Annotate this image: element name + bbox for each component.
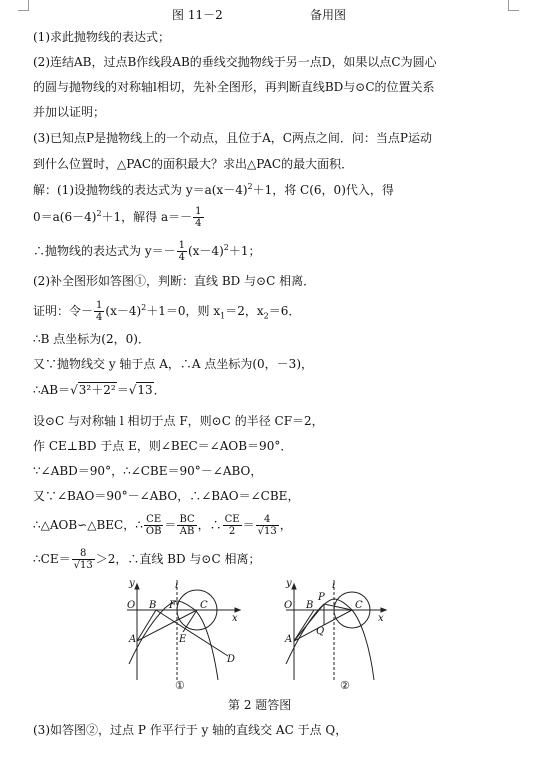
fraction-denominator: AB: [179, 526, 195, 537]
figure-caption: 图 11－2: [172, 8, 223, 22]
question-3-line-2: 到什么位置时，△PAC的面积最大？求出△PAC的最大面积．: [33, 157, 354, 171]
solution-line-11: ∵∠ABD＝90°，∴∠CBE＝90°－∠ABO，: [33, 464, 263, 478]
solution-14-text-a: ∴CE＝: [33, 552, 71, 566]
fraction-numerator: CE: [144, 514, 164, 526]
solution-8-text-b: ＝: [116, 383, 129, 397]
radical-ab: 3²＋2²: [78, 383, 116, 397]
solution-13-text-c: ，: [279, 518, 292, 532]
fraction-numerator: 1: [195, 206, 202, 217]
corner-mark-top-left: [18, 0, 29, 11]
solution-2-text-a: 0＝a(6－4): [33, 210, 97, 224]
solution-13-text-b: ，∴: [197, 518, 222, 532]
fraction-denominator: √13: [73, 560, 93, 571]
y-axis-arrow: [135, 584, 139, 589]
label-q: Q: [316, 626, 325, 637]
label-a: A: [129, 634, 137, 645]
solution-line-6: ∴B 点坐标为(2，0)．: [33, 332, 150, 346]
fraction-numerator: 1: [178, 240, 185, 251]
label-y: y: [129, 578, 135, 589]
solution-line-5: 证明：令－ $\frac{1}{4}$ $(x-4)^2+1=0$，则 $x_1=2$，$x_2=6$．: [33, 300, 301, 323]
figure-2-caption: ②: [340, 679, 350, 690]
solution-line-3: ∴抛物线的表达式为 y＝－ $\frac{1}{4}$ $(x-4)^2+1$；: [33, 240, 261, 263]
fraction-one-quarter: [193, 206, 203, 229]
spare-figure-caption: 备用图: [310, 8, 347, 22]
fraction-numerator: 1: [96, 300, 103, 311]
fraction-denominator: 4: [195, 218, 202, 229]
fraction-one-quarter: [177, 240, 187, 263]
label-y: y: [286, 578, 292, 589]
solution-5-text-a: 证明：令－: [33, 304, 94, 318]
solution-line-1: 解：(1)设抛物线的表达式为 $y=a(x-4)^2+1$，将 C(6，0)代入，得: [33, 182, 394, 197]
label-f: F: [169, 600, 176, 611]
solution-3-text-c: ＋1；: [228, 244, 261, 258]
label-d: D: [227, 654, 236, 665]
question-2-line-1: (2)连结AB，过点B作线段AB的垂线交抛物线于另一点D，如果以点C为圆心: [33, 55, 437, 69]
label-c: C: [355, 600, 363, 611]
solution-line-14: [33, 548, 260, 571]
radical-13: 13: [137, 383, 153, 397]
fraction-numerator: BC: [179, 514, 195, 525]
label-o: O: [284, 600, 293, 611]
solution-5-text-c: ＋1＝0，则 x: [146, 304, 221, 318]
answer-figure-1: [115, 578, 245, 690]
parabola: [286, 599, 374, 680]
equals-sign: ＝: [164, 518, 177, 532]
label-o: O: [127, 600, 136, 611]
fraction-denominator: 4: [178, 252, 185, 263]
solution-5-text-b: (x－4): [105, 304, 142, 318]
solution-line-15: (3)如答图②，过点 P 作平行于 y 轴的直线交 AC 于点 Q，: [33, 723, 348, 737]
solution-line-12: 又∵∠BAO＝90°－∠ABO，∴∠BAO＝∠CBE，: [33, 489, 300, 503]
figure-1-caption: ①: [175, 679, 185, 690]
label-e: E: [179, 634, 187, 645]
solution-line-7: 又∵抛物线交 y 轴于点 A，∴A 点坐标为(0，－3)，: [33, 357, 314, 371]
fraction-numerator: 8: [72, 548, 95, 560]
equals-sign: ＝: [242, 518, 255, 532]
corner-mark-top-right: [508, 0, 519, 11]
solution-3-text-b: (x－4): [187, 244, 224, 258]
solution-line-2: $0=a(6-4)^2+1$，解得 a＝－ $\frac{1}{4}$: [33, 206, 202, 229]
solution-line-10: 作 CE⊥BD 于点 E，则∠BEC＝∠AOB＝90°．: [33, 439, 293, 453]
x-axis-arrow: [235, 608, 240, 612]
fraction-ce-2: [223, 514, 242, 537]
fraction-numerator: 4: [256, 514, 279, 526]
fraction-denominator: √13: [257, 526, 277, 537]
label-p: P: [318, 592, 325, 603]
solution-5-text-e: ＝6．: [268, 304, 301, 318]
fraction-one-quarter: [94, 300, 104, 323]
line-bd: [156, 610, 228, 656]
fraction-denominator: 2: [228, 526, 236, 537]
label-b: B: [149, 600, 157, 611]
label-a: A: [285, 634, 293, 645]
question-2-line-2: 的圆与抛物线的对称轴l相切，先补全图形，再判断直线BD与⊙C的位置关系: [33, 80, 435, 94]
figures-caption: 第 2 题答图: [228, 698, 292, 712]
fraction-denominator: OB: [145, 526, 162, 537]
solution-13-text-a: ∴△AOB∽△BEC，∴: [33, 518, 143, 532]
label-x: x: [378, 613, 384, 624]
fraction-8-root13: [72, 548, 95, 571]
solution-14-text-b: ＞2，∴直线 BD 与⊙C 相离；: [95, 552, 261, 566]
solution-2-text-b: ＋1，解得 a＝－: [101, 210, 193, 224]
fraction-ce-ob: [144, 514, 164, 537]
question-3-line-1: (3)已知点P是抛物线上的一个动点，且位于A，C两点之间．问：当点P运动: [33, 131, 432, 145]
solution-line-9: 设⊙C 与对称轴 l 相切于点 F，则⊙C 的半径 CF＝2，: [33, 414, 324, 428]
solution-8-text-c: ．: [153, 383, 166, 397]
solution-1-text-b: ＋1，将 C(6，0)代入，得: [252, 183, 394, 197]
solution-line-4: (2)补全图形如答图①，判断：直线 BD 与⊙C 相离．: [33, 274, 316, 288]
y-axis-arrow: [292, 584, 296, 589]
solution-5-text-d: ＝2，x: [225, 304, 264, 318]
fraction-numerator: CE: [224, 514, 240, 525]
solution-line-8: ∴AB＝√3²＋2²＝√13．: [33, 383, 166, 397]
fraction-4-root13: [256, 514, 279, 537]
segment-pc: [324, 604, 352, 610]
label-c: C: [200, 600, 208, 611]
label-x: x: [232, 613, 238, 624]
x-axis-arrow: [381, 608, 386, 612]
question-1: (1)求此抛物线的表达式；: [33, 30, 170, 44]
fraction-denominator: 4: [96, 312, 103, 323]
label-l: l: [175, 580, 179, 591]
segment-ab: [294, 610, 314, 641]
solution-3-text-a: ∴抛物线的表达式为 y＝－: [33, 244, 176, 258]
label-b: B: [306, 600, 314, 611]
question-2-line-3: 并加以证明；: [33, 105, 106, 119]
solution-line-13: [33, 514, 292, 537]
solution-1-text-a: 解：(1)设抛物线的表达式为 y＝a(x－4): [33, 183, 248, 197]
solution-8-text-a: ∴AB＝: [33, 383, 71, 397]
fraction-bc-ab: [177, 514, 196, 537]
answer-figure-2: [278, 578, 393, 690]
label-l: l: [332, 580, 336, 591]
